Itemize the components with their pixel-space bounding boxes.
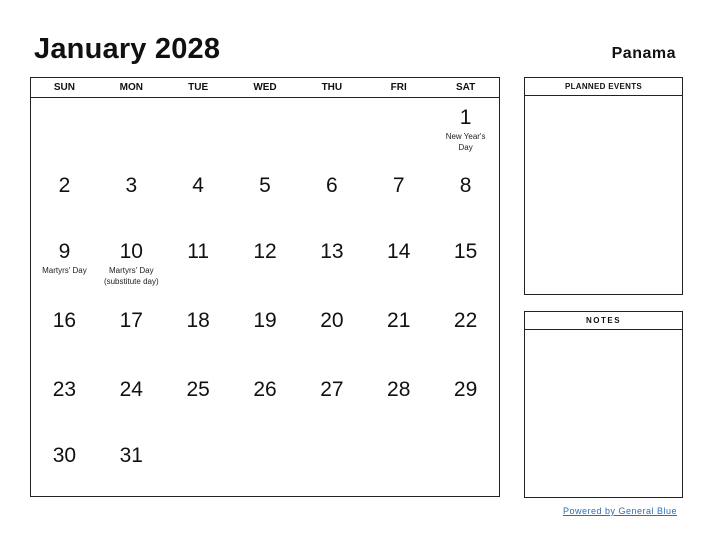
day-cell xyxy=(365,370,432,436)
day-cell xyxy=(232,166,299,232)
day-number: 21 xyxy=(387,309,411,332)
day-cell xyxy=(298,370,365,436)
notes-panel xyxy=(524,311,683,498)
weekday-thu: THU xyxy=(321,82,343,93)
week-row xyxy=(31,301,499,370)
day-cell xyxy=(232,232,299,301)
day-cell xyxy=(232,301,299,370)
empty-day-cell xyxy=(365,436,432,496)
day-number: 2 xyxy=(58,174,71,197)
day-number: 26 xyxy=(253,378,277,401)
day-number: 6 xyxy=(326,174,338,197)
day-cell xyxy=(365,166,432,232)
day-number: 11 xyxy=(187,240,210,263)
day-number: 4 xyxy=(192,174,204,197)
holiday-label: New Year's Day xyxy=(445,132,486,152)
country-label: Panama xyxy=(611,45,676,62)
day-cell xyxy=(98,166,165,232)
day-cell xyxy=(165,370,232,436)
day-number: 14 xyxy=(387,240,411,263)
day-cell xyxy=(432,166,499,232)
day-number: 10 xyxy=(119,240,143,263)
day-cell xyxy=(432,301,499,370)
weeks-container xyxy=(31,98,499,496)
empty-day-cell xyxy=(165,436,232,496)
weekday-fri: FRI xyxy=(390,82,407,93)
day-number: 28 xyxy=(387,378,411,401)
empty-day-cell xyxy=(98,98,165,166)
day-number: 13 xyxy=(320,240,344,263)
week-row xyxy=(31,166,499,232)
day-number: 22 xyxy=(453,309,478,332)
weekday-wed: WED xyxy=(253,82,277,93)
holiday-label: Martyrs' Day xyxy=(42,266,87,275)
day-cell xyxy=(98,301,165,370)
day-number: 5 xyxy=(259,174,271,197)
day-cell xyxy=(31,166,98,232)
day-cell xyxy=(31,301,98,370)
empty-day-cell xyxy=(232,436,299,496)
day-number: 29 xyxy=(453,378,478,401)
day-number: 18 xyxy=(186,309,210,332)
powered-by-link[interactable]: Powered by General Blue xyxy=(562,506,677,516)
empty-day-cell xyxy=(432,436,499,496)
day-cell xyxy=(165,166,232,232)
notes-title: NOTES xyxy=(525,312,682,330)
day-number: 23 xyxy=(52,378,77,401)
day-cell xyxy=(232,370,299,436)
day-cell xyxy=(31,370,98,436)
week-row xyxy=(31,98,499,166)
day-number: 20 xyxy=(320,309,344,332)
calendar-grid xyxy=(30,77,500,497)
day-number: 1 xyxy=(459,106,472,129)
day-cell xyxy=(298,301,365,370)
week-row xyxy=(31,370,499,436)
day-cell xyxy=(31,232,98,301)
day-cell xyxy=(432,98,499,166)
day-cell xyxy=(165,301,232,370)
day-number: 8 xyxy=(459,174,472,197)
day-cell xyxy=(98,436,165,496)
day-cell xyxy=(98,232,165,301)
holiday-label: Martyrs' Day (substitute day) xyxy=(103,266,159,286)
weekday-sat: SAT xyxy=(455,82,476,93)
week-row xyxy=(31,436,499,496)
empty-day-cell xyxy=(31,98,98,166)
day-number: 30 xyxy=(52,444,77,467)
day-number: 24 xyxy=(119,378,143,401)
day-number: 31 xyxy=(119,444,143,467)
day-cell xyxy=(31,436,98,496)
day-cell xyxy=(98,370,165,436)
day-number: 19 xyxy=(253,309,277,332)
day-cell xyxy=(432,370,499,436)
day-number: 27 xyxy=(320,378,344,401)
day-number: 16 xyxy=(52,309,77,332)
day-cell xyxy=(165,232,232,301)
planned-events-title: PLANNED EVENTS xyxy=(525,78,682,96)
day-number: 25 xyxy=(186,378,210,401)
day-number: 12 xyxy=(253,240,277,263)
day-cell xyxy=(365,232,432,301)
empty-day-cell xyxy=(298,436,365,496)
day-cell xyxy=(365,301,432,370)
day-number: 17 xyxy=(119,309,143,332)
empty-day-cell xyxy=(365,98,432,166)
empty-day-cell xyxy=(165,98,232,166)
weekday-header-row xyxy=(31,78,499,98)
day-number: 15 xyxy=(453,240,478,263)
empty-day-cell xyxy=(298,98,365,166)
day-cell xyxy=(432,232,499,301)
weekday-tue: TUE xyxy=(188,82,209,93)
day-number: 9 xyxy=(58,240,71,263)
day-number: 3 xyxy=(125,174,138,197)
day-cell xyxy=(298,232,365,301)
planned-events-panel xyxy=(524,77,683,295)
weekday-sun: SUN xyxy=(53,82,75,93)
page-title: January 2028 xyxy=(34,33,221,65)
weekday-mon: MON xyxy=(119,82,143,93)
day-number: 7 xyxy=(392,174,405,197)
empty-day-cell xyxy=(232,98,299,166)
day-cell xyxy=(298,166,365,232)
week-row xyxy=(31,232,499,301)
